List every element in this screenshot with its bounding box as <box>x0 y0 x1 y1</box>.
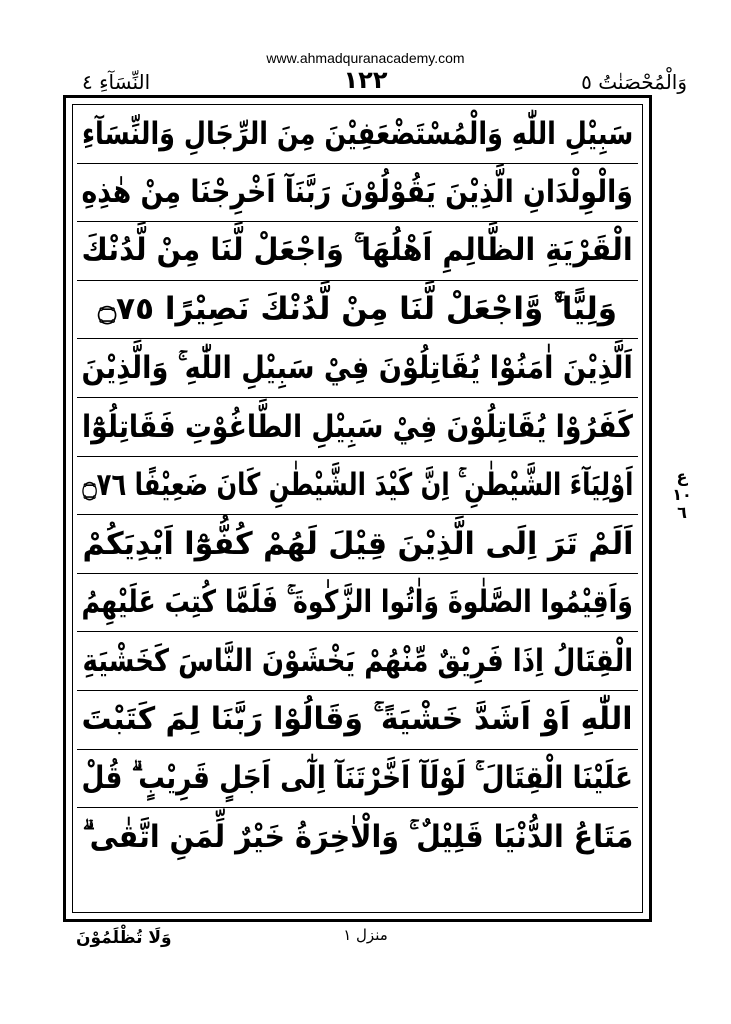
surah-label: النِّسَآءِ ٤ <box>82 70 151 94</box>
verse-line <box>77 691 638 750</box>
verse-line-text: وَالْوِلْدَانِ الَّذِيْنَ يَقُوْلُوْنَ رَبَّنَآ اَخْرِجْنَا مِنْ هٰذِهِ <box>81 174 634 211</box>
verse-line-text: سَبِيْلِ اللّٰهِ وَالْمُسْتَضْعَفِيْنَ مِنَ الرِّجَالِ وَالنِّسَآءِ <box>81 115 634 152</box>
ruku-marker-part: ١٠ <box>672 485 692 504</box>
verse-line <box>77 339 638 398</box>
verse-line-text: الْقِتَالُ اِذَا فَرِيْقٌ مِّنْهُمْ يَخْشَوْنَ النَّاسَ كَخَشْيَةِ <box>82 643 633 680</box>
page-number: ١٢٢ <box>343 66 388 94</box>
verse-line <box>77 515 638 574</box>
verse-line <box>77 457 638 516</box>
website-url: www.ahmadquranacademy.com <box>266 50 465 66</box>
ruku-marker <box>669 468 695 522</box>
verse-line <box>77 105 638 164</box>
verse-line-text: مَتَاعُ الدُّنْيَا قَلِيْلٌ ۚ وَالْاٰخِرَةُ خَيْرٌ لِّمَنِ اتَّقٰى ۗ <box>82 818 633 855</box>
catchword: وَلَا تُظْلَمُوْنَ <box>76 928 172 948</box>
verse-line <box>77 574 638 633</box>
verse-lines <box>73 105 642 912</box>
verse-line <box>77 398 638 457</box>
ruku-marker-part: ٦ <box>677 503 687 522</box>
page-frame <box>63 95 652 922</box>
verse-line <box>77 222 638 281</box>
verse-line-text: الْقَرْيَةِ الظَّالِمِ اَهْلُهَا ۚ وَاجْعَلْ لَّنَا مِنْ لَّدُنْكَ <box>81 232 634 269</box>
verse-line <box>77 808 638 867</box>
ruku-marker-part: ع <box>676 467 688 486</box>
verse-line <box>77 281 638 340</box>
verse-line <box>77 632 638 691</box>
verse-line-text: وَلِيًّا ۙۚ وَّاجْعَلْ لَّنَا مِنْ لَّدُنْكَ نَصِيْرًا ۝٧٥ <box>98 291 617 328</box>
verse-line-text: اَوْلِيَآءَ الشَّيْطٰنِ ۚ اِنَّ كَيْدَ الشَّيْطٰنِ كَانَ ضَعِيْفًا ۝٧٦ <box>82 466 634 503</box>
juz-label: وَالْمُحْصَنٰتُ ٥ <box>581 70 687 94</box>
verse-line <box>77 164 638 223</box>
verse-line-text: اَلَمْ تَرَ اِلَى الَّذِيْنَ قِيْلَ لَهُمْ كُفُّوْٓا اَيْدِيَكُمْ <box>82 525 634 562</box>
verse-line-text: اللّٰهِ اَوْ اَشَدَّ خَشْيَةً ۚ وَقَالُوْا رَبَّنَا لِمَ كَتَبْتَ <box>81 701 634 738</box>
verse-line <box>77 750 638 809</box>
text-block <box>72 104 643 913</box>
verse-line-text: اَلَّذِيْنَ اٰمَنُوْا يُقَاتِلُوْنَ فِيْ سَبِيْلِ اللّٰهِ ۚ وَالَّذِيْنَ <box>81 349 634 386</box>
manzil-label: منزل ١ <box>343 926 388 944</box>
verse-line-text: عَلَيْنَا الْقِتَالَ ۚ لَوْلَآ اَخَّرْتَنَآ اِلٰٓى اَجَلٍ قَرِيْبٍ ۗ قُلْ <box>81 759 634 796</box>
verse-line-text: كَفَرُوْا يُقَاتِلُوْنَ فِيْ سَبِيْلِ الطَّاغُوْتِ فَقَاتِلُوْٓا <box>82 408 633 445</box>
verse-line-text: وَاَقِيْمُوا الصَّلٰوةَ وَاٰتُوا الزَّكٰوةَ ۚ فَلَمَّا كُتِبَ عَلَيْهِمُ <box>81 584 634 621</box>
